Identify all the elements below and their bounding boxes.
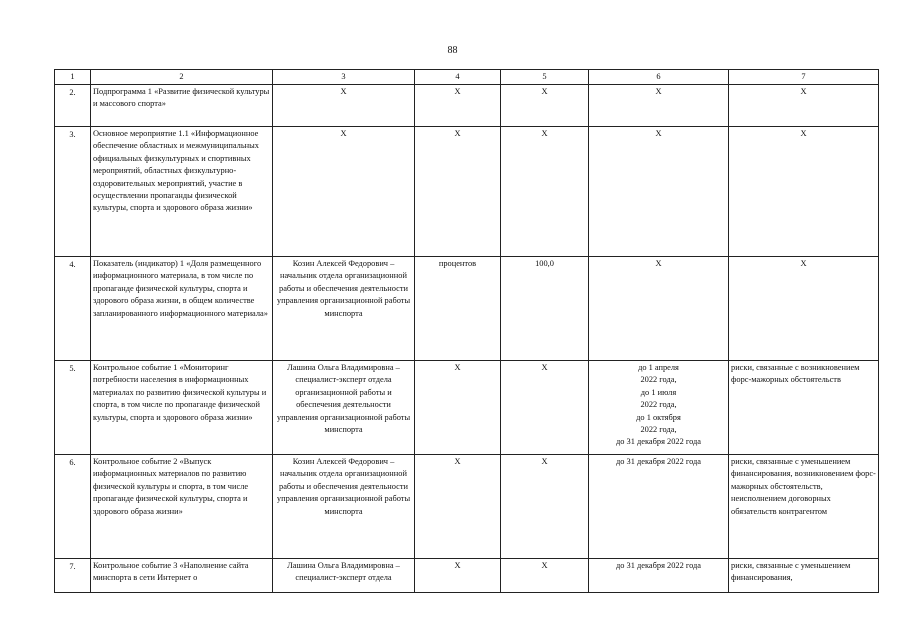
row-name: Показатель (индикатор) 1 «Доля размещенного информационного материала, в том числе по пропаганде физической культуры, спорта и здорового образа жизни, в общем количестве запланированного информационного материала» bbox=[91, 257, 273, 361]
table-row bbox=[55, 559, 879, 593]
row-risks: риски, связанные с уменьшением финансирования, возникновением форс-мажорных обстоятельств, неисполнением договорных обязательств контрагентом bbox=[729, 455, 879, 559]
row-value: X bbox=[501, 85, 589, 127]
row-unit: X bbox=[415, 455, 501, 559]
row-number: 5. bbox=[55, 361, 91, 455]
row-value: X bbox=[501, 361, 589, 455]
row-responsible: Лашина Ольга Владимировна – специалист-эксперт отдела организационной работы и обеспечения деятельности управления организационной работы минспорта bbox=[273, 361, 415, 455]
row-unit: X bbox=[415, 559, 501, 593]
row-number: 7. bbox=[55, 559, 91, 593]
row-responsible: X bbox=[273, 127, 415, 257]
row-deadline: до 31 декабря 2022 года bbox=[589, 455, 729, 559]
header-row bbox=[55, 70, 879, 85]
row-deadline: до 31 декабря 2022 года bbox=[589, 559, 729, 593]
row-risks: X bbox=[729, 127, 879, 257]
row-number: 4. bbox=[55, 257, 91, 361]
table-row bbox=[55, 127, 879, 257]
row-unit: X bbox=[415, 127, 501, 257]
plan-table bbox=[54, 69, 879, 593]
row-value: X bbox=[501, 455, 589, 559]
header-cell: 1 bbox=[55, 70, 91, 85]
header-cell: 2 bbox=[91, 70, 273, 85]
row-responsible: Козин Алексей Федорович – начальник отдела организационной работы и обеспечения деятельности управления организационной работы минспорта bbox=[273, 455, 415, 559]
row-deadline: X bbox=[589, 85, 729, 127]
row-name: Контрольное событие 2 «Выпуск информационных материалов по развитию физической культуры и спорта, в том числе пропаганде физической культуры, спорта и здорового образа жизни» bbox=[91, 455, 273, 559]
row-responsible bbox=[273, 559, 415, 593]
row-risks bbox=[729, 559, 879, 593]
row-name: Контрольное событие 1 «Мониторинг потребности населения в информационных материалах по развитию физической культуры и спорта, в том числе по пропаганде физической культуры, спорта и здорового образа жизни» bbox=[91, 361, 273, 455]
row-risks-text: риски, связанные с уменьшением финансирования, bbox=[731, 561, 851, 583]
table-row bbox=[55, 361, 879, 455]
row-responsible: Козин Алексей Федорович – начальник отдела организационной работы и обеспечения деятельности управления организационной работы минспорта bbox=[273, 257, 415, 361]
row-unit: X bbox=[415, 85, 501, 127]
row-risks: X bbox=[729, 257, 879, 361]
row-deadline: X bbox=[589, 257, 729, 361]
page-number: 88 bbox=[447, 45, 458, 56]
row-unit: X bbox=[415, 361, 501, 455]
row-number: 3. bbox=[55, 127, 91, 257]
header-cell: 5 bbox=[501, 70, 589, 85]
row-unit: процентов bbox=[415, 257, 501, 361]
header-cell: 7 bbox=[729, 70, 879, 85]
row-deadline: до 1 апреля 2022 года, до 1 июля 2022 года, до 1 октября 2022 года, до 31 декабря 2022 года bbox=[589, 361, 729, 455]
row-name: Подпрограмма 1 «Развитие физической культуры и массового спорта» bbox=[91, 85, 273, 127]
header-cell: 3 bbox=[273, 70, 415, 85]
row-deadline: X bbox=[589, 127, 729, 257]
header-cell: 6 bbox=[589, 70, 729, 85]
row-name: Основное мероприятие 1.1 «Информационное обеспечение областных и межмуниципальных официальных физкультурных и спортивных мероприятий, областных физкультурно-оздоровительных мероприятий, участие в осуществлении пропаганды физической культуры, спорта и здорового образа жизни» bbox=[91, 127, 273, 257]
row-name bbox=[91, 559, 273, 593]
row-value: X bbox=[501, 127, 589, 257]
row-risks: риски, связанные с возникновением форс-мажорных обстоятельств bbox=[729, 361, 879, 455]
table-row bbox=[55, 455, 879, 559]
row-risks: X bbox=[729, 85, 879, 127]
header-cell: 4 bbox=[415, 70, 501, 85]
row-number: 6. bbox=[55, 455, 91, 559]
row-responsible-text: Лашина Ольга Владимировна – специалист-эксперт отдела bbox=[287, 561, 400, 583]
row-value: 100,0 bbox=[501, 257, 589, 361]
row-value: X bbox=[501, 559, 589, 593]
row-responsible: X bbox=[273, 85, 415, 127]
row-number: 2. bbox=[55, 85, 91, 127]
row-name-text: Контрольное событие 3 «Наполнение сайта минспорта в сети Интернет о bbox=[93, 561, 249, 583]
table-row bbox=[55, 85, 879, 127]
table-row bbox=[55, 257, 879, 361]
